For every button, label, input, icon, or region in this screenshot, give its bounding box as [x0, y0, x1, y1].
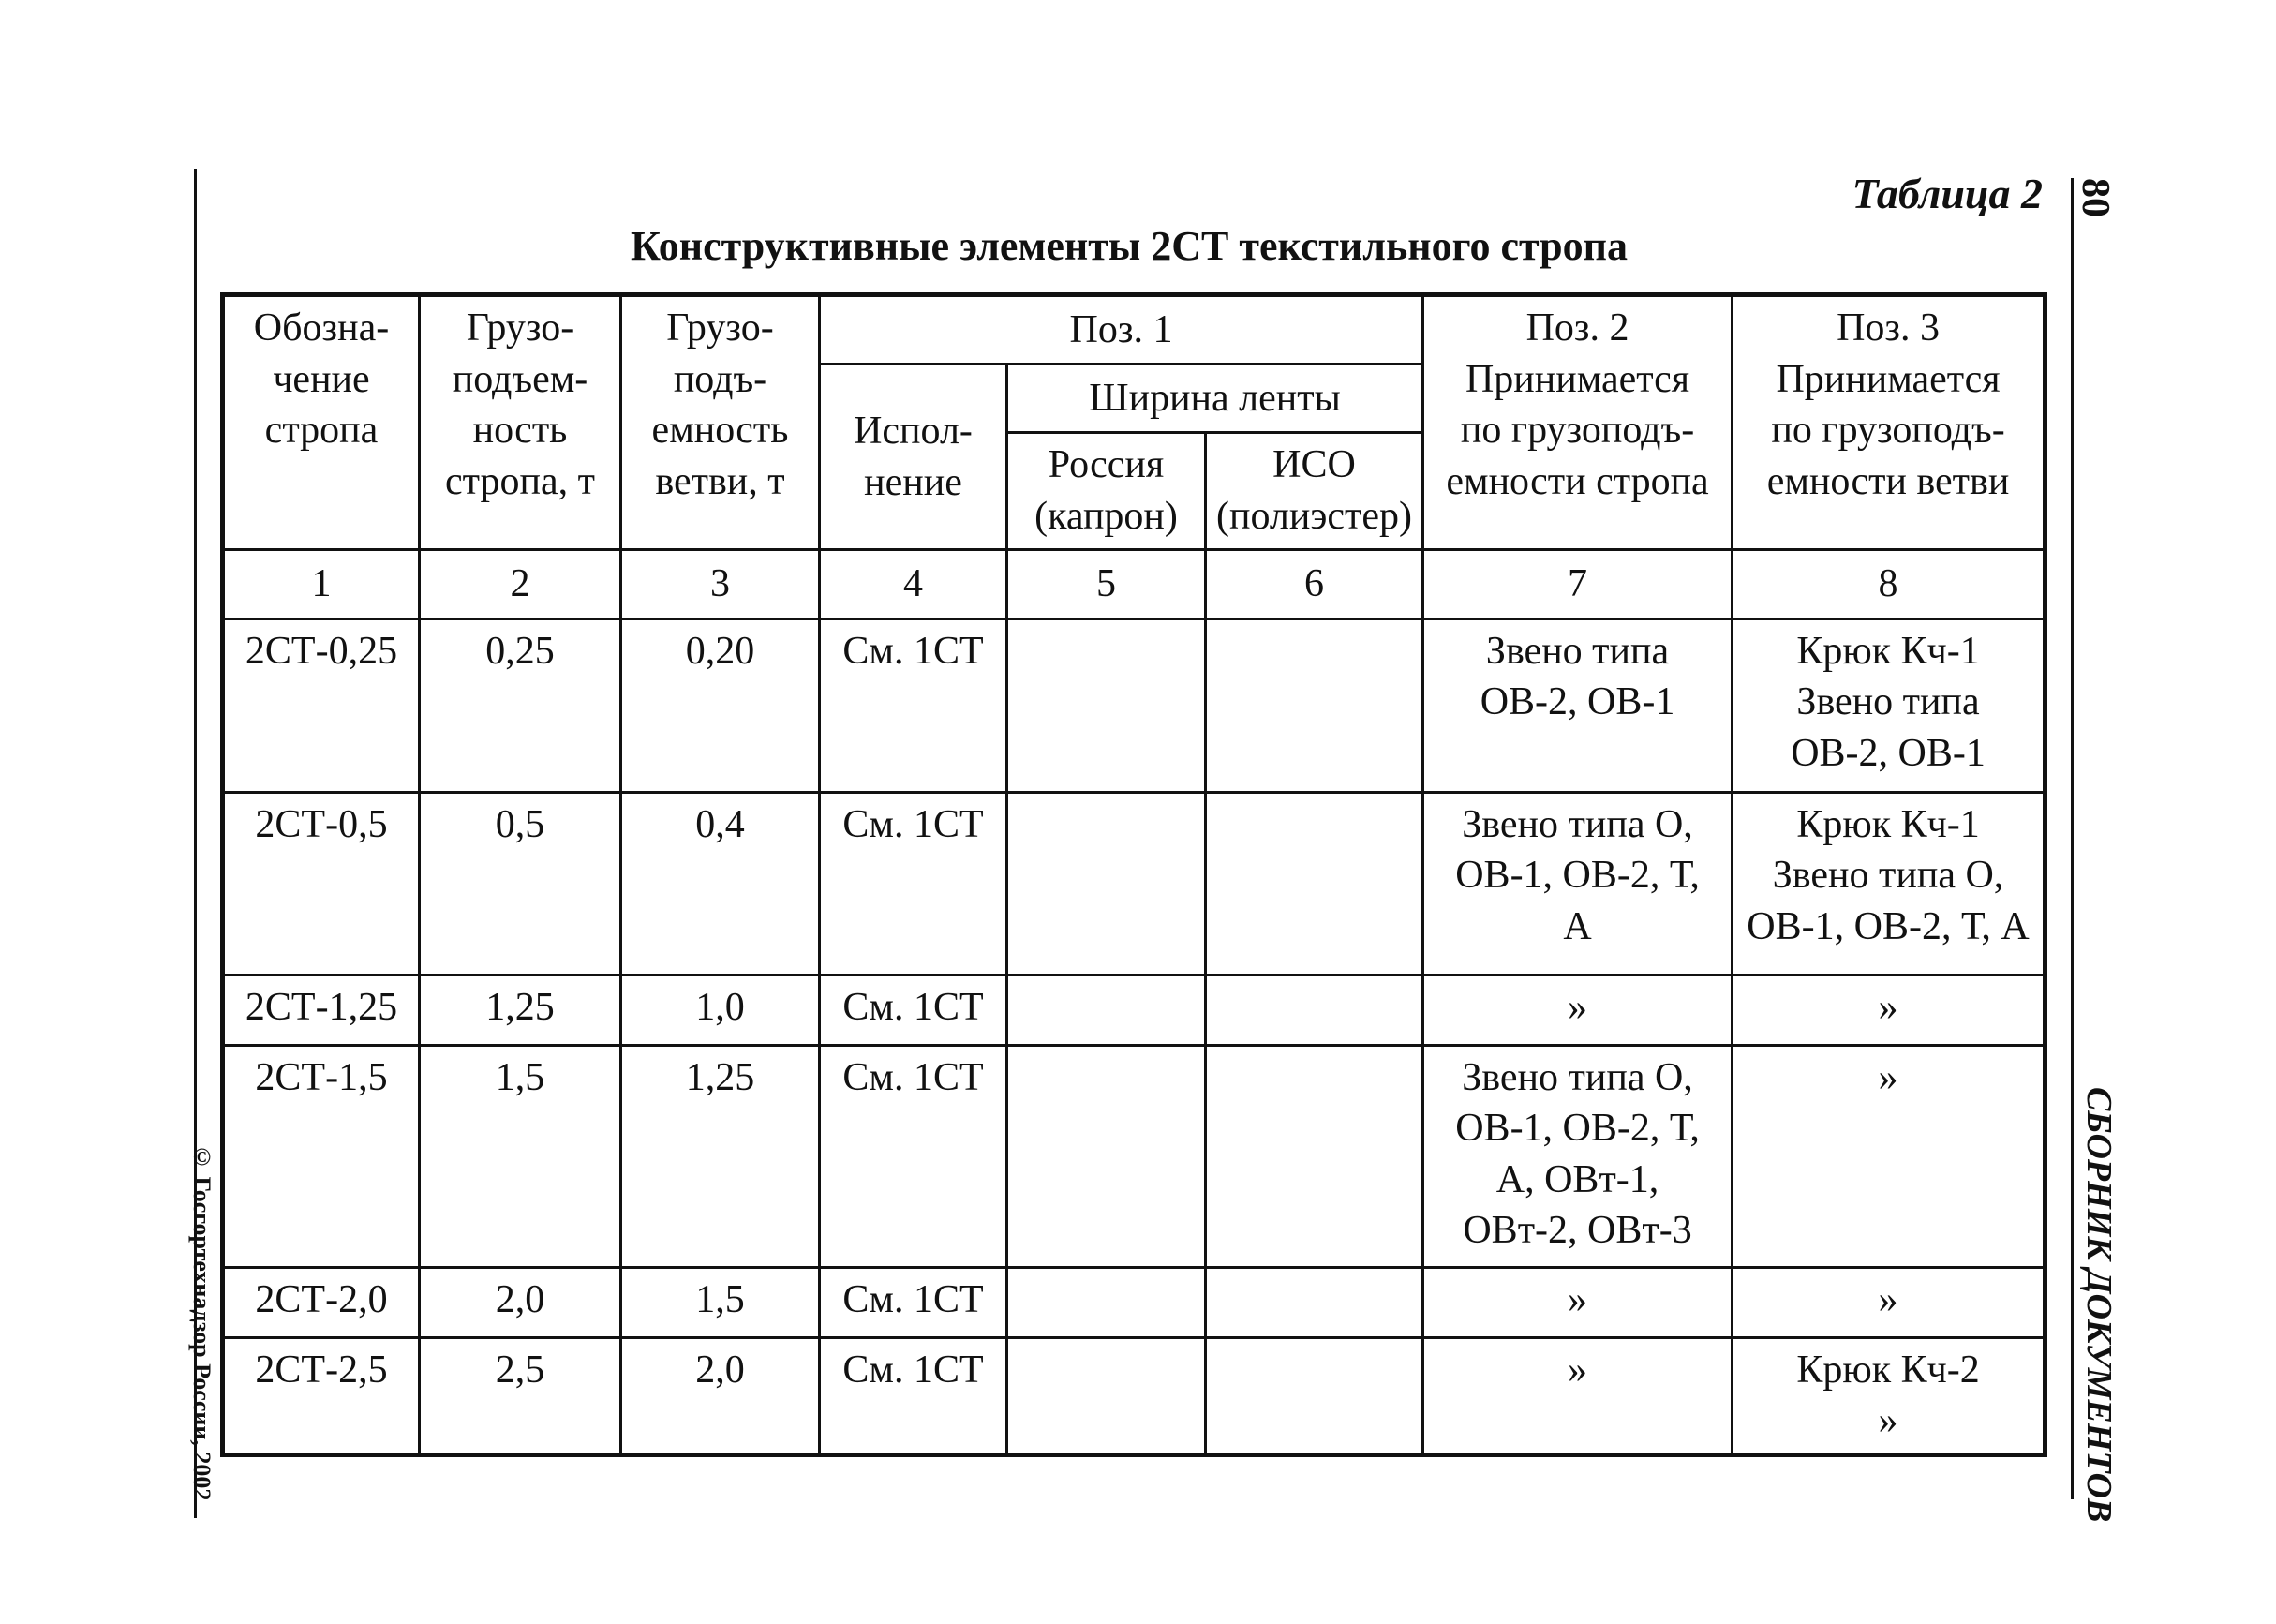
- header-branch-capacity: [621, 295, 820, 550]
- cell-designation: 2СТ-1,5: [223, 1045, 420, 1267]
- header-designation: [223, 295, 420, 550]
- cell-pos2-link: Звено типа О, ОВ-1, ОВ-2, Т, А: [1423, 792, 1733, 975]
- cell-pos2-link: »: [1423, 975, 1733, 1045]
- cell-pos3-link: Крюк Кч-2 »: [1733, 1337, 2045, 1454]
- sling-elements-table: [220, 292, 2047, 1457]
- cell-width-russia: [1007, 618, 1206, 792]
- cell-designation: 2СТ-2,5: [223, 1337, 420, 1454]
- cell-branch-capacity: 0,20: [621, 618, 820, 792]
- cell-sling-capacity: 1,25: [420, 975, 621, 1045]
- cell-sling-capacity: 2,0: [420, 1267, 621, 1337]
- cell-sling-capacity: 1,5: [420, 1045, 621, 1267]
- header-pos2-text: Поз. 2 Принимается по грузоподъ- емности стропа: [1446, 306, 1709, 503]
- table-body: [223, 618, 2045, 1454]
- cell-pos3-link: »: [1733, 1045, 2045, 1267]
- cell-width-iso: [1206, 1045, 1423, 1267]
- cell-execution: См. 1СТ: [820, 1267, 1007, 1337]
- table-row: [223, 1267, 2045, 1337]
- cell-branch-capacity: 1,5: [621, 1267, 820, 1337]
- cell-execution: См. 1СТ: [820, 975, 1007, 1045]
- header-execution-text: Испол- нение: [854, 409, 973, 504]
- header-sling-capacity: [420, 295, 621, 550]
- collection-label: СБОРНИК ДОКУМЕНТОВ: [2079, 1087, 2119, 1523]
- cell-pos2-link: »: [1423, 1337, 1733, 1454]
- header-pos3-text: Поз. 3 Принимается по грузоподъ- емности ветви: [1766, 306, 2010, 503]
- cell-pos2-link: Звено типа О, ОВ-1, ОВ-2, Т, А, ОВт-1, ОВт-2, ОВт-3: [1423, 1045, 1733, 1267]
- table-title: Конструктивные элементы 2СТ текстильного стропа: [631, 223, 1628, 269]
- cell-pos3-link: Крюк Кч-1 Звено типа О, ОВ-1, ОВ-2, Т, А: [1733, 792, 2045, 975]
- column-number-6: 6: [1206, 550, 1423, 619]
- column-number-8: 8: [1733, 550, 2045, 619]
- header-branch-capacity-text: Грузо- подъ- емность ветви, т: [651, 306, 789, 503]
- cell-pos3-link: »: [1733, 975, 2045, 1045]
- cell-width-iso: [1206, 618, 1423, 792]
- cell-pos3-link: »: [1733, 1267, 2045, 1337]
- cell-width-iso: [1206, 975, 1423, 1045]
- cell-width-russia: [1007, 1267, 1206, 1337]
- column-number-2: 2: [420, 550, 621, 619]
- cell-width-russia: [1007, 792, 1206, 975]
- header-execution: [820, 365, 1007, 550]
- cell-branch-capacity: 0,4: [621, 792, 820, 975]
- cell-width-russia: [1007, 975, 1206, 1045]
- cell-width-russia: [1007, 1045, 1206, 1267]
- header-russia-nylon: [1007, 433, 1206, 550]
- header-russia-nylon-text: Россия (капрон): [1034, 443, 1178, 538]
- cell-width-russia: [1007, 1337, 1206, 1454]
- cell-pos2-link: Звено типа ОВ-2, ОВ-1: [1423, 618, 1733, 792]
- cell-designation: 2СТ-1,25: [223, 975, 420, 1045]
- cell-branch-capacity: 2,0: [621, 1337, 820, 1454]
- column-number-4: 4: [820, 550, 1007, 619]
- page-number: 80: [2074, 178, 2117, 217]
- cell-pos2-link: »: [1423, 1267, 1733, 1337]
- table-row: [223, 975, 2045, 1045]
- cell-designation: 2СТ-0,5: [223, 792, 420, 975]
- header-pos1: Поз. 1: [820, 295, 1423, 365]
- column-number-1: 1: [223, 550, 420, 619]
- cell-sling-capacity: 2,5: [420, 1337, 621, 1454]
- cell-pos3-link: Крюк Кч-1 Звено типа ОВ-2, ОВ-1: [1733, 618, 2045, 792]
- cell-branch-capacity: 1,25: [621, 1045, 820, 1267]
- header-designation-text: Обозна- чение стропа: [253, 306, 390, 453]
- cell-width-iso: [1206, 792, 1423, 975]
- column-number-row: [223, 550, 2045, 619]
- header-pos2: [1423, 295, 1733, 550]
- header-iso-polyester-text: ИСО (полиэстер): [1216, 443, 1413, 538]
- cell-sling-capacity: 0,5: [420, 792, 621, 975]
- copyright-note: © Госгортехнадзор России, 2002: [188, 1143, 216, 1501]
- cell-designation: 2СТ-0,25: [223, 618, 420, 792]
- cell-execution: См. 1СТ: [820, 618, 1007, 792]
- header-sling-capacity-text: Грузо- подъем- ность стропа, т: [445, 306, 595, 503]
- column-number-3: 3: [621, 550, 820, 619]
- cell-execution: См. 1СТ: [820, 1045, 1007, 1267]
- cell-sling-capacity: 0,25: [420, 618, 621, 792]
- column-number-5: 5: [1007, 550, 1206, 619]
- cell-branch-capacity: 1,0: [621, 975, 820, 1045]
- table-row: [223, 1337, 2045, 1454]
- table-row: [223, 1045, 2045, 1267]
- table-row: [223, 792, 2045, 975]
- column-number-7: 7: [1423, 550, 1733, 619]
- table-row: [223, 618, 2045, 792]
- cell-execution: См. 1СТ: [820, 792, 1007, 975]
- cell-width-iso: [1206, 1337, 1423, 1454]
- cell-execution: См. 1СТ: [820, 1337, 1007, 1454]
- header-pos3: [1733, 295, 2045, 550]
- cell-width-iso: [1206, 1267, 1423, 1337]
- table-number: Таблица 2: [1852, 170, 2043, 217]
- header-iso-polyester: [1206, 433, 1423, 550]
- header-tape-width: Ширина ленты: [1007, 365, 1423, 433]
- cell-designation: 2СТ-2,0: [223, 1267, 420, 1337]
